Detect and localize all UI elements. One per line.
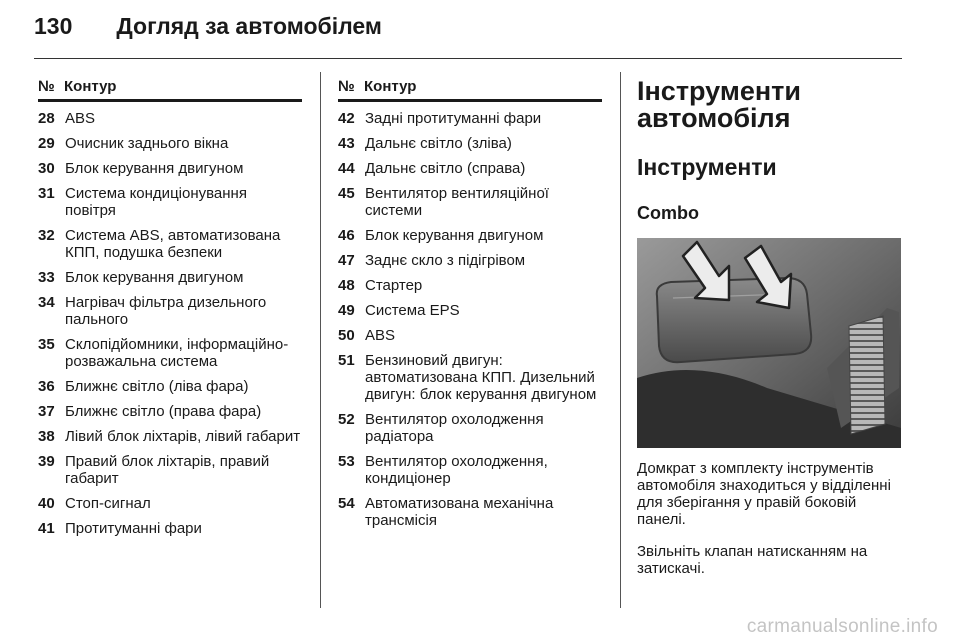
table-row [338, 352, 602, 403]
circuit-name: Система кондиціонування повітря [65, 185, 247, 219]
circuit-number: 32 [38, 227, 55, 244]
header-rule [34, 58, 902, 59]
circuit-name: Вентилятор вентиляційної системи [365, 185, 549, 219]
circuit-number: 54 [338, 495, 355, 512]
circuit-number: 34 [38, 294, 55, 311]
table-row [38, 135, 302, 152]
table-row [38, 110, 302, 127]
circuit-number: 50 [338, 327, 355, 344]
circuit-number: 46 [338, 227, 355, 244]
circuit-name: Дальнє світло (зліва) [365, 135, 512, 152]
col-name-header: Контур [364, 78, 417, 95]
table-row [38, 453, 302, 487]
circuit-name: Вентилятор охолодження, кондиціонер [365, 453, 548, 487]
circuit-name: Лівий блок ліхтарів, лівий габарит [65, 428, 301, 445]
table-row [38, 336, 302, 370]
col-num-header: № [338, 78, 355, 95]
circuit-name: Ближнє світло (права фара) [65, 403, 262, 420]
table-row [38, 403, 302, 420]
circuit-name: Ближнє світло (ліва фара) [65, 378, 249, 395]
table-row [338, 185, 602, 219]
circuit-name: ABS [365, 327, 396, 344]
circuit-name: Задні протитуманні фари [365, 110, 542, 127]
table-row [38, 428, 302, 445]
circuit-number: 28 [38, 110, 55, 127]
page-title: Догляд за автомобілем [116, 12, 382, 39]
circuit-name: Склопідйомники, інформаційно-розважальна система [65, 336, 289, 370]
circuit-number: 42 [338, 110, 355, 127]
table-body [38, 110, 302, 537]
page-header [34, 6, 382, 46]
circuit-name: Система EPS [365, 302, 460, 319]
page-number: 130 [34, 12, 73, 39]
table-row [338, 277, 602, 294]
circuit-number: 29 [38, 135, 55, 152]
circuit-number: 49 [338, 302, 355, 319]
col-name-header: Контур [64, 78, 117, 95]
circuit-number: 53 [338, 453, 355, 470]
table-row [38, 294, 302, 328]
circuit-number: 31 [38, 185, 55, 202]
circuit-name: Блок керування двигуном [65, 269, 244, 286]
circuit-name: Нагрівач фільтра дизельного пального [65, 294, 267, 328]
circuit-name: Стартер [365, 277, 423, 294]
table-row [338, 302, 602, 319]
table-header [338, 78, 602, 102]
paragraph: Звільніть клапан натисканням на затискачі. [637, 543, 868, 577]
circuit-number: 41 [38, 520, 55, 537]
circuit-name: Стоп-сигнал [65, 495, 151, 512]
table-row [338, 160, 602, 177]
circuit-number: 33 [38, 269, 55, 286]
circuit-number: 35 [38, 336, 55, 353]
table-row [338, 453, 602, 487]
watermark: carmanualsonline.info [746, 616, 938, 637]
circuit-name: Очисник заднього вікна [65, 135, 229, 152]
circuit-number: 37 [38, 403, 55, 420]
circuit-number: 38 [38, 428, 55, 445]
table-row [38, 227, 302, 261]
circuit-number: 52 [338, 411, 355, 428]
section-subsubtitle: Combo [637, 203, 699, 223]
table-body [338, 110, 602, 529]
table-row [338, 252, 602, 269]
table-row [338, 227, 602, 244]
col-num-header: № [38, 78, 55, 95]
section-title: Інструменти автомобіля [637, 76, 801, 133]
table-row [38, 160, 302, 177]
column-divider [320, 72, 321, 608]
circuit-name: ABS [65, 110, 96, 127]
fuse-table-right [338, 78, 602, 537]
table-row [338, 495, 602, 529]
circuit-number: 48 [338, 277, 355, 294]
circuit-name: Блок керування двигуном [365, 227, 544, 244]
section-subtitle: Інструменти [637, 154, 777, 180]
circuit-number: 39 [38, 453, 55, 470]
circuit-number: 30 [38, 160, 55, 177]
table-header [38, 78, 302, 102]
circuit-number: 45 [338, 185, 355, 202]
circuit-name: Дальнє світло (справа) [365, 160, 526, 177]
circuit-number: 36 [38, 378, 55, 395]
table-row [338, 135, 602, 152]
storage-compartment-photo [637, 238, 901, 448]
table-row [338, 327, 602, 344]
table-row [38, 495, 302, 512]
tools-section [637, 78, 905, 592]
fuse-table-left [38, 78, 302, 545]
circuit-number: 43 [338, 135, 355, 152]
table-row [38, 378, 302, 395]
circuit-name: Вентилятор охолодження радіатора [365, 411, 544, 445]
table-row [338, 110, 602, 127]
circuit-name: Бензиновий двигун: автоматизована КПП. Дизельний двигун: блок керування двигуном [365, 352, 597, 403]
circuit-number: 44 [338, 160, 355, 177]
circuit-number: 51 [338, 352, 355, 369]
table-row [38, 269, 302, 286]
table-row [38, 520, 302, 537]
circuit-number: 40 [38, 495, 55, 512]
paragraph: Домкрат з комплекту інструментів автомобіля знаходиться у відділенні для зберігання у правій боковій панелі. [637, 460, 891, 528]
table-row [38, 185, 302, 219]
circuit-name: Система ABS, автоматизована КПП, подушка безпеки [65, 227, 281, 261]
circuit-number: 47 [338, 252, 355, 269]
circuit-name: Правий блок ліхтарів, правий габарит [65, 453, 270, 487]
circuit-name: Протитуманні фари [65, 520, 202, 537]
circuit-name: Заднє скло з підігрівом [365, 252, 526, 269]
column-divider [620, 72, 621, 608]
circuit-name: Блок керування двигуном [65, 160, 244, 177]
table-row [338, 411, 602, 445]
circuit-name: Автоматизована механічна трансмісія [365, 495, 554, 529]
